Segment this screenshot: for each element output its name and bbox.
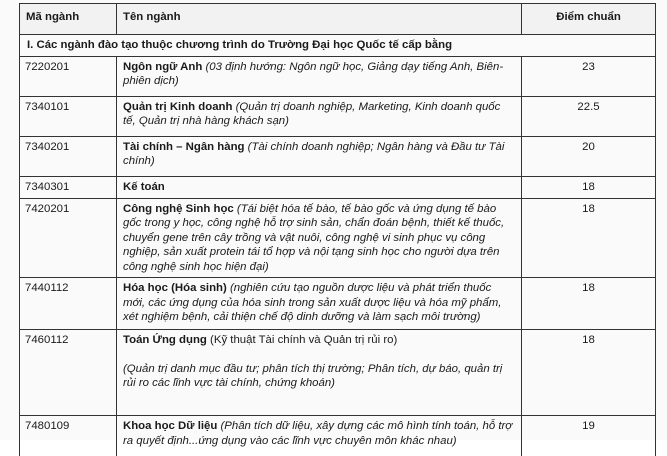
major-description: (Quản trị doanh nghiệp, Marketing, Kinh doanh quốc tế, Quản trị nhà hàng khách sạn) — [123, 100, 501, 127]
major-name-cell — [117, 198, 522, 278]
major-code: 7340201 — [20, 136, 117, 176]
table-row — [20, 96, 656, 136]
major-name: Tài chính – Ngân hàng — [123, 140, 245, 153]
major-code: 7440112 — [20, 278, 117, 330]
major-code: 7340301 — [20, 176, 117, 198]
table-row — [20, 278, 656, 330]
major-score: 20 — [522, 136, 656, 176]
table-row — [20, 416, 656, 456]
major-score: 18 — [522, 176, 656, 198]
major-name-cell — [117, 278, 522, 330]
table-row — [20, 136, 656, 176]
major-score: 22.5 — [522, 96, 656, 136]
major-description-detail: (Quản trị danh mục đầu tư; phân tích thị trường; Phân tích, dự báo, quản trị rủi ro các lĩnh vực tài chính, chứng khoán) — [123, 362, 503, 389]
major-name: Quản trị Kinh doanh — [123, 100, 233, 113]
major-code: 7480109 — [20, 416, 117, 456]
major-score: 19 — [522, 416, 656, 456]
major-code: 7460112 — [20, 330, 117, 416]
section-label: I. Các ngành đào tạo thuộc chương trình do Trường Đại học Quốc tế cấp bằng — [20, 35, 656, 57]
major-name: Ngôn ngữ Anh — [123, 60, 203, 73]
major-name: Toán Ứng dụng — [123, 334, 207, 346]
major-name-cell — [117, 330, 522, 416]
header-code: Mã ngành — [20, 4, 117, 35]
admission-score-table — [19, 3, 656, 456]
major-score: 18 — [522, 198, 656, 278]
table-row — [20, 56, 656, 96]
table-row — [20, 176, 656, 198]
major-description: (nghiên cứu tạo nguồn dược liệu và phát triển thuốc mới, các ứng dụng của hóa sinh trong sản xuất dược liệu và hóa mỹ phẩm, xét nghiệm bệnh, cải thiện chế độ dinh dưỡng và làm sạch môi trường) — [123, 282, 502, 323]
major-name-cell — [117, 416, 522, 456]
major-description: (Tái biệt hóa tế bào, tế bào gốc và ứng dụng tế bào gốc trong y học, công nghệ hỗ trợ sinh sản, chẩn đoán bệnh, thiết kế thuốc, chuyển gene trên cây trồng và vật nuôi, công nghệ vi sinh phục vụ công nghiệp, sản xuất protein tái tổ hợp và nội tạng sinh học cho người dựa trên công nghệ sinh học hiện đại) — [123, 202, 505, 273]
header-score: Điểm chuẩn — [522, 4, 656, 35]
major-description: (Kỹ thuật Tài chính và Quản trị rủi ro) — [206, 334, 398, 346]
major-name: Công nghệ Sinh học — [123, 202, 234, 215]
major-score: 18 — [522, 278, 656, 330]
table-row — [20, 330, 656, 416]
major-code: 7220201 — [20, 56, 117, 96]
major-name: Hóa học (Hóa sinh) — [123, 282, 227, 294]
major-name-cell — [117, 96, 522, 136]
major-code: 7340101 — [20, 96, 117, 136]
major-name-cell — [117, 176, 522, 198]
section-row — [20, 35, 656, 57]
major-description: (Phân tích dữ liệu, xây dựng các mô hình tính toán, hỗ trợ ra quyết định...ứng dụng vào các lĩnh vực chuyên môn khác nhau) — [123, 420, 513, 447]
table-row — [20, 198, 656, 278]
major-code: 7420201 — [20, 198, 117, 278]
major-description: (03 định hướng: Ngôn ngữ học, Giảng dạy tiếng Anh, Biên-phiên dịch) — [123, 60, 504, 87]
major-name-cell — [117, 56, 522, 96]
header-name: Tên ngành — [117, 4, 522, 35]
major-score: 18 — [522, 330, 656, 416]
major-name-cell — [117, 136, 522, 176]
major-score: 23 — [522, 56, 656, 96]
major-name: Khoa học Dữ liệu — [123, 420, 218, 432]
major-description: (Tài chính doanh nghiệp; Ngân hàng và Đầu tư Tài chính) — [123, 140, 505, 167]
table-header-row — [20, 4, 656, 35]
major-name: Kế toán — [123, 180, 165, 193]
